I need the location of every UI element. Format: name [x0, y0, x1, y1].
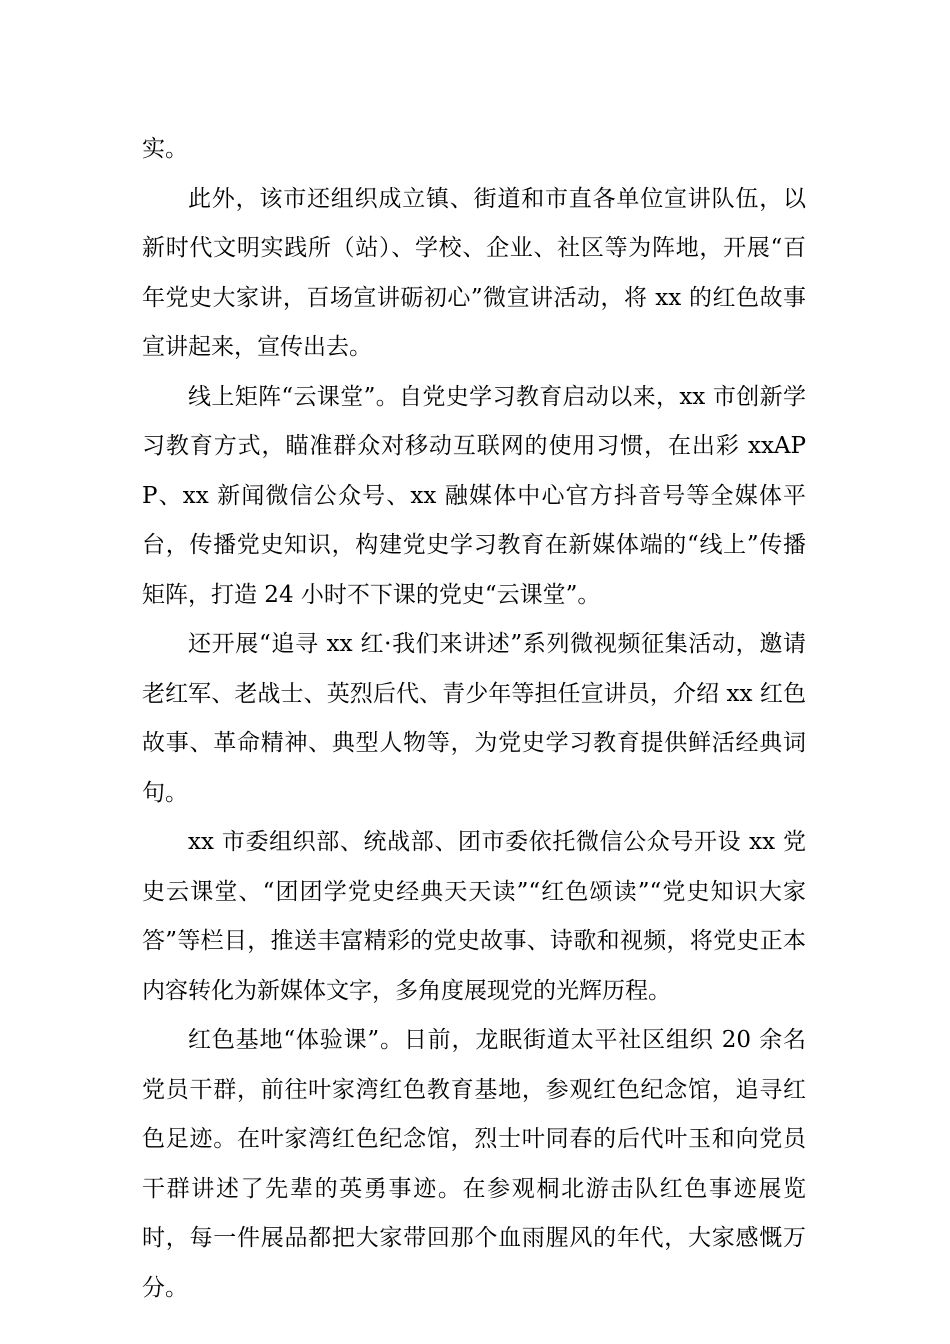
paragraph: 线上矩阵“云课堂”。自党史学习教育启动以来，xx 市创新学习教育方式，瞄准群众对移动互联网的使用习惯，在出彩 xxAPP、xx 新闻微信公众号、xx 融媒体中心官方抖音号等全媒体平台，传播党史知识，构建党史学习教育在新媒体端的“线上”传播矩阵，打造 24 小时不下课的党史“云课堂”。: [142, 383, 806, 608]
paragraph: 红色基地“体验课”。日前，龙眠街道太平社区组织 20 余名党员干群，前往叶家湾红色教育基地，参观红色纪念馆，追寻红色足迹。在叶家湾红色纪念馆，烈士叶同春的后代叶玉和向党员干群讲述了先辈的英勇事迹。在参观桐北游击队红色事迹展览时，每一件展品都把大家带回那个血雨腥风的年代，大家感慨万分。: [142, 1027, 806, 1301]
document-body: [142, 125, 806, 1313]
paragraph-continuation: 实。: [142, 136, 188, 162]
paragraph: 还开展“追寻 xx 红·我们来讲述”系列微视频征集活动，邀请老红军、老战士、英烈后代、青少年等担任宣讲员，介绍 xx 红色故事、革命精神、典型人物等，为党史学习教育提供鲜活经典词句。: [142, 631, 806, 806]
paragraph: xx 市委组织部、统战部、团市委依托微信公众号开设 xx 党史云课堂、“团团学党史经典天天读”“红色颂读”“党史知识大家答”等栏目，推送丰富精彩的党史故事、诗歌和视频，将党史正本内容转化为新媒体文字，多角度展现党的光辉历程。: [142, 829, 806, 1004]
paragraph: 此外，该市还组织成立镇、街道和市直各单位宣讲队伍，以新时代文明实践所（站）、学校、企业、社区等为阵地，开展“百年党史大家讲，百场宣讲砺初心”微宣讲活动，将 xx 的红色故事宣讲起来，宣传出去。: [142, 185, 806, 360]
